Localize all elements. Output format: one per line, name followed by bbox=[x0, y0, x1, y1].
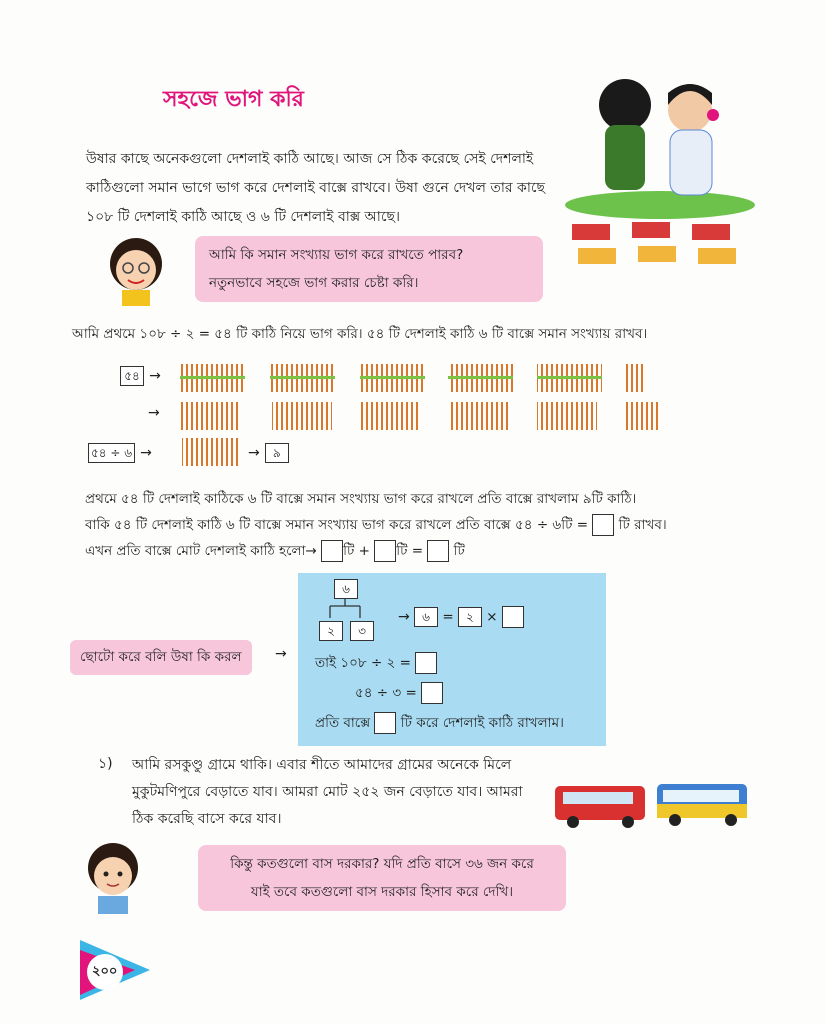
answer-box[interactable] bbox=[592, 514, 614, 536]
explain-line-3-text: এখন প্রতি বাক্সে মোট দেশলাই কাঠি হলো→ bbox=[85, 543, 317, 559]
sticks-row-1 bbox=[120, 365, 161, 386]
blue-line-2-text: ৫৪ ÷ ৩ = bbox=[355, 685, 417, 701]
bubble-1-line-1: আমি কি সমান সংখ্যায় ভাগ করে রাখতে পারব? bbox=[209, 247, 464, 263]
factor-equation bbox=[398, 606, 524, 628]
six-box: ৬ bbox=[414, 607, 438, 627]
answer-box[interactable] bbox=[502, 606, 524, 628]
blue-line-1 bbox=[315, 652, 437, 675]
bubble-2-line-2: যাই তবে কতগুলো বাস দরকার হিসাব করে দেখি। bbox=[250, 884, 514, 900]
girl-avatar bbox=[100, 228, 172, 308]
row3-group bbox=[182, 438, 240, 466]
summary-label bbox=[70, 640, 252, 675]
unit-ti: টি bbox=[396, 543, 408, 559]
tree-top bbox=[334, 578, 358, 599]
bubble-1-line-2: নতুনভাবে সহজে ভাগ করার চেষ্টা করি। bbox=[209, 275, 419, 291]
blue-line-2 bbox=[355, 682, 443, 705]
speech-bubble-2 bbox=[198, 845, 566, 911]
step-1-text: আমি প্রথমে ১০৮ ÷ ২ = ৫৪ টি কাঠি নিয়ে ভাগ করি। ৫৪ টি দেশলাই কাঠি ৬ টি বাক্সে সমান সংখ্যায় রাখব। bbox=[72, 326, 648, 342]
explain-line-2-suffix: টি রাখব। bbox=[618, 517, 667, 533]
tree-left bbox=[319, 620, 343, 641]
answer-box[interactable] bbox=[374, 540, 396, 562]
page-number: ২০০ bbox=[92, 964, 118, 979]
answer-box[interactable] bbox=[427, 540, 449, 562]
equals-sign: = bbox=[442, 609, 454, 625]
blue-line-3-text: প্রতি বাক্সে bbox=[315, 715, 371, 731]
blue-line-3 bbox=[315, 712, 564, 735]
bubble-2-line-1: কিন্তু কতগুলো বাস দরকার? যদি প্রতি বাসে ৩৬ জন করে bbox=[230, 856, 534, 872]
problem-number: ১) bbox=[98, 756, 113, 772]
unit-ti: টি bbox=[343, 543, 355, 559]
blue-line-1-text: তাই ১০৮ ÷ ২ = bbox=[315, 655, 411, 671]
boy-avatar bbox=[78, 836, 148, 916]
explain-line-2 bbox=[85, 514, 667, 537]
arrow: → bbox=[275, 646, 287, 662]
times-sign: × bbox=[486, 609, 498, 625]
explain-line-2-text: বাকি ৫৪ টি দেশলাই কাঠি ৬ টি বাক্সে সমান সংখ্যায় ভাগ করে রাখলে প্রতি বাক্সে ৫৪ ÷ ৬টি = bbox=[85, 517, 589, 533]
tree-right-box: ৩ bbox=[350, 621, 374, 641]
summary-label-text: ছোটো করে বলি উষা কি করল bbox=[80, 649, 242, 665]
blue-line-3-suffix: টি করে দেশলাই কাঠি রাখলাম। bbox=[400, 715, 564, 731]
plus-sign: + bbox=[358, 543, 370, 559]
row1-groups bbox=[180, 364, 645, 392]
box-54-div-6: ৫৪ ÷ ৬ bbox=[88, 443, 135, 463]
intro-paragraph: উষার কাছে অনেকগুলো দেশলাই কাঠি আছে। আজ সে ঠিক করেছে সেই দেশলাই কাঠিগুলো সমান ভাগে ভাগ করে দেশলাই বাক্সে রাখবে। উষা গুনে দেখল তার কাছে ১০৮ টি দেশলাই কাঠি আছে ও ৬ টি দেশলাই বাক্স আছে। bbox=[86, 151, 546, 225]
explain-line-1: প্রথমে ৫৪ টি দেশলাই কাঠিকে ৬ টি বাক্সে সমান সংখ্যায় ভাগ করে রাখলে প্রতি বাক্সে রাখলাম ৯টি কাঠি। bbox=[85, 491, 637, 507]
box-54: ৫৪ bbox=[120, 366, 144, 386]
equals-sign: = bbox=[411, 543, 424, 559]
tree-top-box: ৬ bbox=[334, 579, 358, 599]
box-result-9: ৯ bbox=[265, 443, 289, 463]
answer-box[interactable] bbox=[374, 712, 396, 734]
answer-box[interactable] bbox=[415, 652, 437, 674]
explain-line-3 bbox=[85, 540, 465, 563]
speech-bubble-1 bbox=[195, 236, 543, 302]
sticks-row-3 bbox=[88, 442, 152, 463]
tree-left-box: ২ bbox=[319, 621, 343, 641]
answer-box[interactable] bbox=[321, 540, 343, 562]
answer-box[interactable] bbox=[421, 682, 443, 704]
two-box: ২ bbox=[458, 607, 482, 627]
arrow: → bbox=[248, 445, 260, 461]
tree-right bbox=[350, 620, 374, 641]
sticks-row-3-result bbox=[248, 442, 289, 463]
unit-ti: টি bbox=[453, 543, 465, 559]
arrow: → bbox=[148, 405, 160, 421]
arrow: → bbox=[140, 445, 152, 461]
matchboxes-illustration bbox=[570, 218, 740, 268]
sticks-row-2 bbox=[148, 402, 160, 421]
problem-text: আমি রসকুণ্ডু গ্রামে থাকি। এবার শীতে আমাদের গ্রামের অনেকে মিলে মুকুটমণিপুরে বেড়াতে যাব। আমরা মোট ২৫২ জন বেড়াতে যাব। আমরা ঠিক করেছি বাসে করে যাব। bbox=[132, 757, 523, 827]
row2-groups bbox=[180, 402, 660, 430]
children-illustration bbox=[565, 75, 755, 220]
page-title: সহজে ভাগ করি bbox=[163, 87, 304, 112]
arrow: → bbox=[398, 609, 410, 625]
buses-illustration bbox=[553, 780, 753, 830]
arrow: → bbox=[149, 368, 161, 384]
